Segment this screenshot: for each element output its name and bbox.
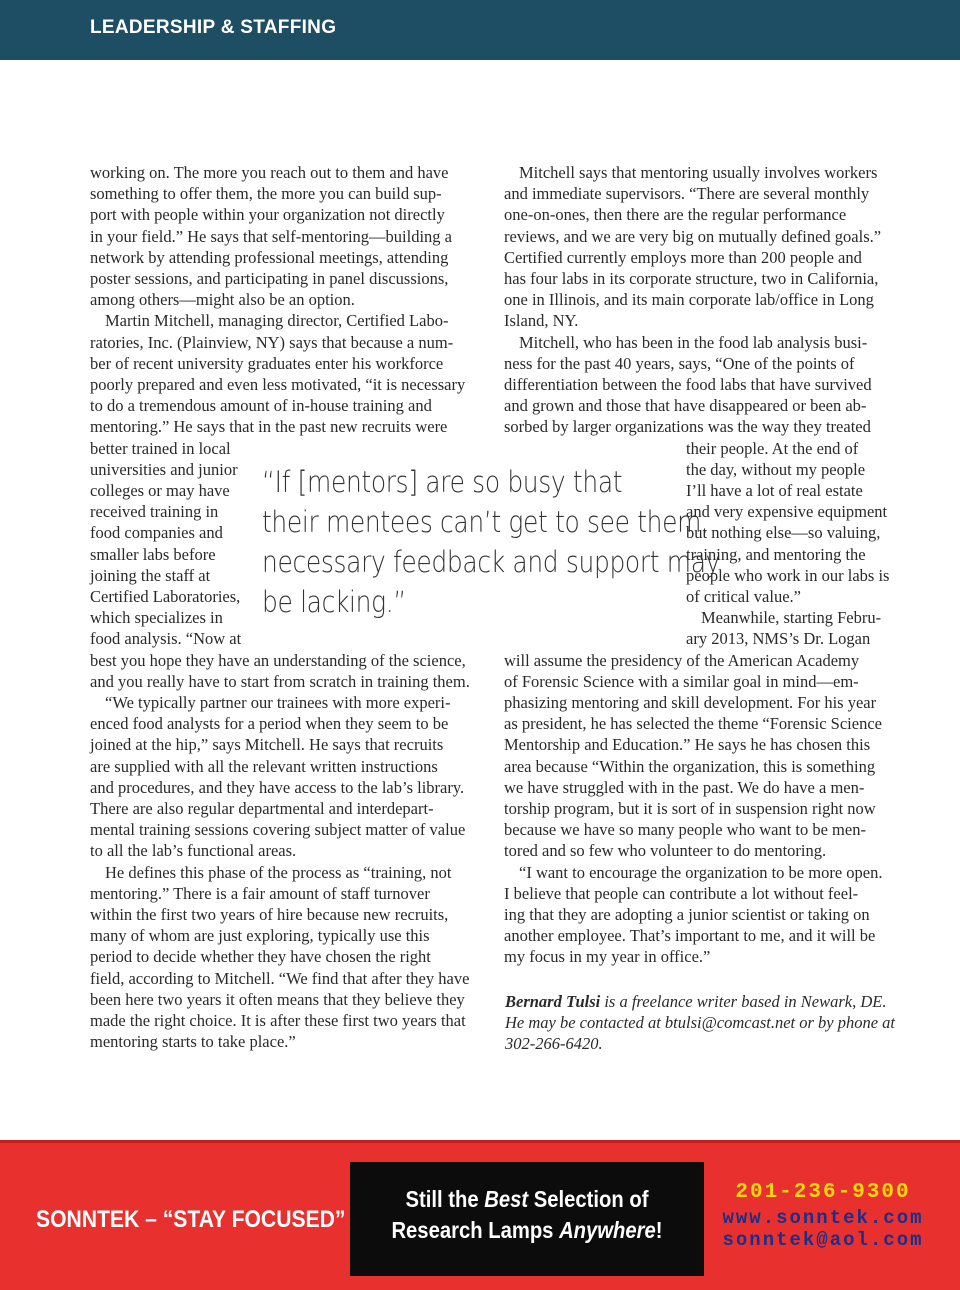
article-text-line: and grown and those that have disappeared or been ab- xyxy=(504,396,867,416)
ad-headline-line-1 xyxy=(371,1186,683,1213)
article-text-line: joining the staff at xyxy=(90,565,211,585)
pull-quote-line: “If [mentors] are so busy that xyxy=(262,465,623,499)
article-text-line: training, and mentoring the xyxy=(686,544,866,564)
article-text-line: poster sessions, and participating in panel discussions, xyxy=(90,269,449,288)
article-text-line: He defines this phase of the process as “training, not xyxy=(105,862,452,882)
article-text-line: Mitchell says that mentoring usually involves workers xyxy=(519,163,878,182)
article-text-line: among others—might also be an option. xyxy=(90,290,355,310)
article-text-line: smaller labs before xyxy=(90,544,216,564)
article-text-line: in your field.” He says that self-mentoring—building a xyxy=(90,226,453,246)
article-text-line: differentiation between the food labs that have survived xyxy=(504,375,872,394)
ad-text: Research Lamps xyxy=(391,1217,560,1243)
ad-slogan: SONNTEK – “STAY FOCUSED” xyxy=(36,1206,346,1233)
ad-divider xyxy=(0,1140,960,1143)
article-text-line: within the first two years of hire because new recruits, xyxy=(90,905,449,924)
article-text-line: and procedures, and they have access to the lab’s library. xyxy=(90,777,465,797)
article-text-line: Martin Mitchell, managing director, Certified Labo- xyxy=(105,311,449,331)
pull-quote-line: be lacking.” xyxy=(262,585,406,619)
article-text-line: I’ll have a lot of real estate xyxy=(686,481,863,500)
article-text-line: reviews, and we are very big on mutually defined goals.” xyxy=(504,226,882,246)
article-text-line: to all the lab’s functional areas. xyxy=(90,841,297,861)
article-text-line: port with people within your organization not directly xyxy=(90,205,445,225)
article-text-line: “I want to encourage the organization to be more open. xyxy=(519,862,883,882)
article-text-line: has four labs in its corporate structure, two in California, xyxy=(504,269,879,288)
article-text-line: I believe that people can contribute a lot without feel- xyxy=(504,883,859,903)
ad-text: Selection of xyxy=(528,1186,649,1212)
article-text-line: food analysis. “Now at xyxy=(90,629,242,649)
article-text-line: tored and so few who volunteer to do mentoring. xyxy=(504,841,827,861)
article-text-line: the day, without my people xyxy=(686,459,866,479)
article-text-line: ing that they are adopting a junior scientist or taking on xyxy=(504,905,870,924)
article-text-line: are supplied with all the relevant written instructions xyxy=(90,756,438,776)
ad-headline-box xyxy=(350,1162,704,1276)
article-text-line: universities and junior xyxy=(90,459,238,479)
article-text-line: people who work in our labs is xyxy=(686,565,890,585)
ad-emphasis: Best xyxy=(484,1186,529,1212)
article-text-line: Certified currently employs more than 200 people and xyxy=(504,247,862,267)
article-text-line: period to decide whether they have chosen the right xyxy=(90,947,431,967)
article-text-line: poorly prepared and even less motivated, “it is necessary xyxy=(90,375,466,394)
byline-line-3: 302-266-6420. xyxy=(505,1034,603,1053)
section-header-bar xyxy=(0,0,960,60)
article-text-line: food companies and xyxy=(90,523,223,543)
article-text-line: one in Illinois, and its main corporate lab/office in Long xyxy=(504,290,874,310)
article-text-line: and you really have to start from scratch in training them. xyxy=(90,671,470,691)
article-text-line: joined at the hip,” says Mitchell. He says that recruits xyxy=(90,735,444,755)
ad-website-link[interactable]: www.sonntek.com xyxy=(722,1207,924,1229)
article-text-line: which specializes in xyxy=(90,608,223,628)
article-text-line: Island, NY. xyxy=(504,311,579,331)
article-text-line: been here two years it often means that they believe they xyxy=(90,989,465,1009)
article-text-line: another employee. That’s important to me, and it will be xyxy=(504,926,876,946)
article-text-line: phasizing mentoring and skill development. For his year xyxy=(504,693,877,712)
article-text-line: Meanwhile, starting Febru- xyxy=(701,608,882,628)
ad-headline-line-2 xyxy=(371,1217,683,1244)
author-name: Bernard Tulsi xyxy=(505,992,601,1011)
article-text-line: ary 2013, NMS’s Dr. Logan xyxy=(686,629,871,649)
article-text-line: mental training sessions covering subject matter of value xyxy=(90,820,466,840)
article-text-line: mentoring.” He says that in the past new recruits were xyxy=(90,417,448,437)
article-text-line: “We typically partner our trainees with more experi- xyxy=(105,693,451,712)
ad-emphasis: Anywhere xyxy=(559,1217,656,1243)
article-text-line: Mentorship and Education.” He says he has chosen this xyxy=(504,735,871,755)
article-text-line: best you hope they have an understanding of the science, xyxy=(90,650,466,670)
article-text-line: will assume the presidency of the American Academy xyxy=(504,650,860,670)
article-text-line: enced food analysts for a period when they seem to be xyxy=(90,714,449,734)
article-text-line: something to offer them, the more you can build sup- xyxy=(90,184,442,204)
article-text-line: network by attending professional meetings, attending xyxy=(90,247,449,267)
pull-quote-line: necessary feedback and support may xyxy=(262,545,721,579)
byline-line-2: He may be contacted at btulsi@comcast.net or by phone at xyxy=(505,1013,896,1032)
article-text-line: There are also regular departmental and interdepart- xyxy=(90,799,434,818)
article-text-line: of Forensic Science with a similar goal in mind—em- xyxy=(504,671,859,691)
article-text-line: received training in xyxy=(90,502,219,522)
article-text-line: one-on-ones, then there are the regular performance xyxy=(504,205,847,225)
article-text-line: and immediate supervisors. “There are several monthly xyxy=(504,184,870,204)
article-text-line: colleges or may have xyxy=(90,481,230,500)
article-text-line: as president, he has selected the theme “Forensic Science xyxy=(504,714,882,734)
article-text-line: many of whom are just exploring, typically use this xyxy=(90,926,430,946)
article-text-line: ratories, Inc. (Plainview, NY) says that because a num- xyxy=(90,332,454,352)
ad-text: ! xyxy=(655,1217,663,1243)
article-text-line: their people. At the end of xyxy=(686,438,859,458)
article-text-line: Mitchell, who has been in the food lab analysis busi- xyxy=(519,332,868,352)
pull-quote xyxy=(262,462,721,622)
article-text-line: mentoring starts to take place.” xyxy=(90,1032,296,1052)
pull-quote-line: their mentees can’t get to see them, xyxy=(262,505,709,539)
article-text-line: working on. The more you reach out to them and have xyxy=(90,163,449,182)
article-text-line: torship program, but it is sort of in suspension right now xyxy=(504,799,876,818)
article-text-line: of critical value.” xyxy=(686,587,801,606)
article-text-line: mentoring.” There is a fair amount of staff turnover xyxy=(90,883,430,903)
article-text-line: ber of recent university graduates enter his workforce xyxy=(90,353,444,373)
article-text-line: and very expensive equipment xyxy=(686,502,888,522)
article-text-line: sorbed by larger organizations was the way they treated xyxy=(504,417,871,437)
ad-text: Still the xyxy=(405,1186,485,1212)
article-text-line: to do a tremendous amount of in-house training and xyxy=(90,396,432,416)
ad-phone[interactable]: 201-236-9300 xyxy=(735,1181,911,1204)
article-text-line: better trained in local xyxy=(90,438,231,458)
article-text-line: we have struggled with in the past. We do have a men- xyxy=(504,777,865,797)
section-title: LEADERSHIP & STAFFING xyxy=(90,17,337,38)
article-text-line: my focus in my year in office.” xyxy=(504,947,711,967)
article-text-line: made the right choice. It is after these first two years that xyxy=(90,1011,466,1030)
byline-line-1 xyxy=(505,991,887,1012)
article-text-line: field, according to Mitchell. “We find that after they have xyxy=(90,968,470,988)
article-text-line: because we have so many people who want to be men- xyxy=(504,820,866,840)
article-text-line: area because “Within the organization, this is something xyxy=(504,756,876,776)
article-text-line: Certified Laboratories, xyxy=(90,587,241,606)
article-text-line: but nothing else—so valuing, xyxy=(686,523,881,543)
article-text-line: ness for the past 40 years, says, “One of the points of xyxy=(504,353,855,373)
ad-email-link[interactable]: sonntek@aol.com xyxy=(722,1229,924,1251)
byline-text: is a freelance writer based in Newark, DE. xyxy=(600,992,887,1011)
